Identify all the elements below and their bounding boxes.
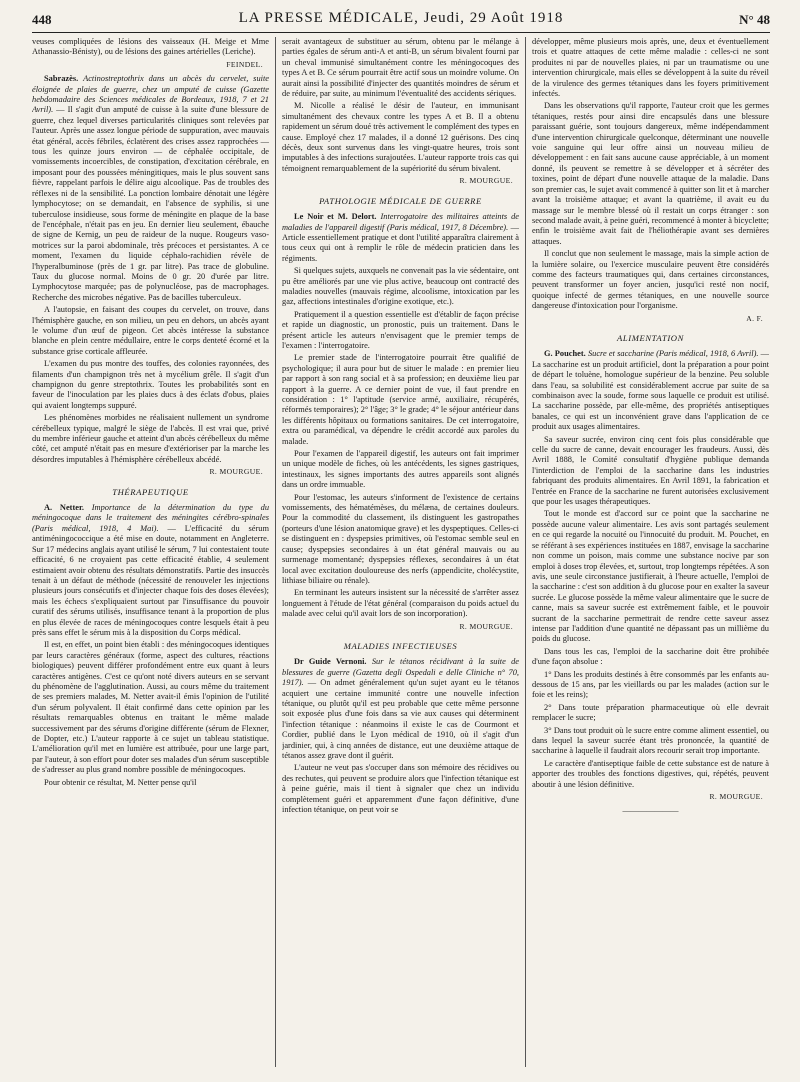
article-title: Interrogatoire des militaires atteints de maladies de l'appareil digestif [282,212,519,232]
paragraph: On admet généralement qu'un sujet ayant eu le tétanos acquiert une certaine immunité contre une nouvelle infection tétanique, ou plutôt qu'il est peu probable que cette même personne soit exposée plus d'une fois dans sa vie aux causes qui déterminent l'infection tétanique : néanmoins il existe le cas de Courmont et Cordier, publié dans le Lyon médical de 1910, où il s'agit d'un jardinier, qui, à cinq années de distance, eut une deuxième attaque de tétanos assez grave dont il guérit. [282,678,519,760]
article-author: Dr Guide Vernoni. [294,657,367,667]
paragraph: Le premier stade de l'interrogatoire pourrait être qualifié de psychologique; il aura pour but de situer le malade : en premier lieu par rapport à son rang social et à sa profession; en deuxième lieu par rapport à la guerre. A ce dernier point de vue, il faut prendre en considération : 1° l'aptitude (service armé, auxiliaire, récupérés, réformés temporaires); 2° l'âge; 3° le grade; 4° le séjour antérieur dans les différents hôpitaux ou formations sanitaires. De cet interrogatoire, extra ou paramédical, va dépendre le crédit accordé aux paroles du malade. [282,353,519,446]
section-heading-pathologie: PATHOLOGIE MÉDICALE DE GUERRE [319,195,482,206]
paragraph: Pratiquement il a question essentielle est d'établir de façon précise et rapide un diagnostic, un pronostic, puis un traitement. Dans le présent article les auteurs n'envisagent que le premier temps de l'examen : l'interrogatoire. [282,309,519,350]
page-number: 448 [32,12,52,27]
article-lenoir-delort: Le Noir et M. Delort. Interrogatoire des militaires atteints de maladies de l'appareil digestif (Paris médical, 1917, 8 Décembre). — Article essentiellement pratique et dont l'utilité apparaîtra clairement à tous ceux qui ont à remplir le rôle de médecin praticien dans les régiments. Si quelques sujets, auxquels ne convenait pas la vie sédentaire, ont pu être améliorés par une vie plus active, beaucoup ont contracté des maladies nouvelles (mauvais régime, alcoolisme, intoxication par les gaz, affections intestinales d'origine exotique, etc.). Pratiquement il a question essentielle est d'établir de façon précise et rapide un diagnostic, un pronostic, puis un traitement. Dans le présent article les auteurs n'envisagent que le premier temps de l'examen : l'interrogatoire. Le premier stade de l'interrogatoire pourrait être qualifié de psychologique; il aura pour but de situer le malade : en premier lieu par rapport à son rang social et à sa profession; en deuxième lieu par rapport à la guerre. A ce dernier point de vue, il faut prendre en considération : 1° l'aptitude (service armé, auxiliaire, récupérés, réformés temporaires); 2° l'âge; 3° le grade; 4° le séjour antérieur dans les différents hôpitaux ou formations sanitaires. De cet interrogatoire, extra ou paramédical, va dépendre le crédit accordé aux paroles du malade. Pour l'examen de l'appareil digestif, les auteurs ont fait imprimer un unique modèle de fiches, où les antécédents, les signes gastriques, intestinaux, les signes importants des autres appareils sont alignés dans un ordre immuable. Pour l'estomac, les auteurs s'informent de l'existence de certains vomissements, des hématémèses, du mélæna, de certaines douleurs. Pour la commodité du classement, ils distinguent les gastropathes (porteurs d'une lésion anatomique grave) et les dyspeptiques. Celles-ci se distinguent en : dyspepsies primitives, où l'estomac semble seul en cause; dyspepsies secondaires à un état général mauvais ou au surmenage momentané; dyspepsies réflexes, secondaires à un état local avec excitation douloureuse des nerfs (appendicite, cholécystite, lithiase biliaire ou rénale). En terminant les auteurs insistent sur la nécessité de s'arrêter assez longuement à l'étude de l'état général (comparaison du poids actuel du malade avec celui qu'il avait lors de son incorporation). R. MOURGUE. [282,212,519,631]
paragraph: A l'autopsie, en faisant des coupes du cervelet, on trouve, dans l'hémisphère gauche, en son milieu, un peu en dehors, un abcès ayant le volume d'un œuf de pigeon. Cet abcès intéresse la substance blanche en plein centre médullaire, entre le corps denteté écorné et la substance grise corticale affleurée. [32,305,269,356]
article-title: Sur le tétanos récidivant à la suite de blessures de guerre [282,657,519,677]
signature: R. MOURGUE. [709,792,763,802]
paragraph: Le caractère d'antiseptique faible de cette substance est de nature à apporter des troubles des fonctions digestives, qui, répétés, peuvent aboutir à une lésion définitive. [532,758,769,789]
column-divider [275,37,276,1067]
list-item: 1° Dans les produits destinés à être consommés par les enfants au-dessous de 15 ans, par les vieillards ou par les malades (action sur le foie et les reins); [532,669,769,700]
paragraph: L'examen du pus montre des touffes, des colonies rayonnées, des filaments d'un champignon très net à mycélium grêle. Il s'agit d'un champignon du genre streptothrix. Toutes les probabilités sont en faveur de l'inoculation par les plaies ducs à des éclats d'obus, plaies qui avaient longtemps suppuré. [32,359,269,410]
column-left [32,37,269,1077]
article-reference: (Gazetta degli Ospedali e delle Cliniche n° 70, 1917). [282,667,519,688]
list-item: 2° Dans toute préparation pharmaceutique où elle devrait remplacer le sucre; [532,702,769,723]
paragraph: Dans tous les cas, l'emploi de la saccharine doit être prohibée d'une façon absolue : [532,646,769,667]
journal-title-date: LA PRESSE MÉDICALE, Jeudi, 29 Août 1918 [238,10,564,26]
section-heading-maladies-infectieuses: MALADIES INFECTIEUSES [343,640,458,651]
issue-number: N° 48 [739,12,770,27]
paragraph: L'auteur ne veut pas s'occuper dans son mémoire des récidives ou des rechutes, qui peuvent se produire alors que l'infection tétanique est à peine guérie, mais il tient à signaler que chez un individu complètement guéri et apparemment d'une façon définitive, d'une infection tétanique, on peut voir se [282,763,519,815]
paragraph: Pour obtenir ce résultat, M. Netter pense qu'il [44,777,197,787]
article-title: Actinostreptothrix dans un abcès du cervelet, suite éloignée de plaies de guerre, chez un amputé de cuisse [32,74,269,94]
article-title: Sucre et saccharine [587,349,654,359]
section-heading-therapeutique: THÉRAPEUTIQUE [112,486,189,497]
paragraph: En terminant les auteurs insistent sur la nécessité de s'arrêter assez longuement à l'étude de l'état général (comparaison du poids actuel du malade avec celui qu'il avait lors de son incorporation). [282,588,519,619]
paragraph: La saccharine est un produit artificiel, dont la préparation a pour point de départ le toluène, homologue supérieur de la benzine. Peu soluble dans l'eau, sa solubilité est considérablement accrue par suite de sa combinaison avec la soude, forme sous laquelle ce produit est utilisé. La saccharine possède, par elle-même, des propriétés antiseptiques banales, ce qui est un inconvénient grave dans l'application de ce produit aux usages alimentaires. [532,359,769,432]
paragraph: L'efficacité du sérum antiméningococcique a été mise en doute, notamment en Angleterre. Sur 17 médecins anglais ayant utilisé le sérum, 7 lui contestaient toute efficacité, 6 ne croyaient pas cette efficacité établie, 4 seulement estimaient avoir obtenu des résultats démonstratifs. Partie des insuccès tenait à un défaut de méthode (nécessité de renouveler les injections plusieurs jours consécutifs et d'injecter chaque fois des doses élevées); mais les échecs s'expliquaient surtout par l'insuffisance du pouvoir curatif des sérums utilisés, insuffisance tenant à la proportion de plus en plus élevée de races de méningocoques contre lesquels était à peu près sans effet le sérum mis à la disposition du Corps médical. [32,523,269,637]
paragraph: M. Nicolle a réalisé le désir de l'auteur, en immunisant simultanément des chevaux contre les types A et B. Il a obtenu rapidement un sérum doué très activement le complément des types en cause. Employé chez 17 malades, il a donné 12 guérisons. Des cinq décès, deux sont survenus dans les vingt-quatre heures, trois sont imputables à des infections surajoutées. L'auteur rapporte trois cas qui témoignent remarquablement de la supériorité du sérum bivalent. [282,101,519,173]
signature: A. F. [746,313,763,323]
paragraph: Sa saveur sucrée, environ cinq cent fois plus considérable que celle du sucre de canne, devait encourager les fraudeurs. Aussi, dès Avril 1888, le Comité consultatif d'hygiène publique demanda l'interdiction de l'emploi de la saccharine dans les industries fabriquant des produits alimentaires. En Avril 1891, la fabrication et l'entrée en France de la saccharine ne furent autorisées exclusivement que pour les usages thérapeutiques. [532,434,769,507]
paragraph: Si quelques sujets, auxquels ne convenait pas la vie sédentaire, ont pu être améliorés par une vie plus active, beaucoup ont contracté des maladies nouvelles (mauvais régime, alcoolisme, intoxication par les gaz, affections intestinales d'origine exotique, etc.). [282,266,519,307]
column-divider [525,37,526,1067]
article-author: G. Pouchet. [544,349,586,359]
article-reference: (Paris médical, 1918, 4 Mai). [32,523,159,533]
article-author: A. Netter. [44,503,84,513]
paragraph: Les phénomènes morbides ne réalisaient nullement un syndrome cérébelleux typique, malgré le siège de l'abcès. Il est vrai que, privé du membre inférieur gauche et atteint d'un abcès cérébelleux du même côté, cet amputé n'était pas en mesure d'extérioriser par la marche les désordres imputables à l'hémisphère cérébelleux abcédé. [32,413,269,464]
column-right [532,37,769,1077]
article-reference: (Paris médical, 1918, 6 Avril). [656,349,759,359]
paragraph: Article essentiellement pratique et dont l'utilité apparaîtra clairement à tous ceux qui ont à remplir le rôle de médecin praticien dans les régiments. [282,232,519,263]
article-title: Importance de la détermination du type du méningocoque dans le traitement des méningites cérébro-spinales [32,503,269,523]
paragraph: Dans les observations qu'il rapporte, l'auteur croit que les germes tétaniques, restés pour ainsi dire encapsulés dans une blessure paraissant guérie, sont toujours dangereux, même indépendamment d'une intervention chirurgicale quelconque, déterminant une nouvelle voie sanguine qui leur offre ainsi un nouveau milieu de développement : en fait sans aucune cause appréciable, à un moment donné, ils peuvent se remettre à se développer et à sécréter des toxines, point de départ d'une nouvelle attaque de la maladie. Dans son premier cas, le sujet avait commencé à quitter son lit et à marcher avant la troisième attaque; et avant la quatrième, il avait eu du massage sur le membre blessé où il restait un corps étranger : son second malade avait, à peine guéri, recommencé à monter à bicyclette; enfin le troisième avait fait de l'héliothérapie avant ses dernières attaques. [532,101,769,246]
column-middle [282,37,519,1077]
article-pouchet: G. Pouchet. Sucre et saccharine (Paris médical, 1918, 6 Avril). — La saccharine est un produit artificiel, dont la préparation a pour point de départ le toluène, homologue supérieur de la benzine. Peu soluble dans l'eau, sa solubilité est considérablement accrue par suite de sa combinaison avec la soude, forme sous laquelle ce produit est utilisé. La saccharine possède, par elle-même, des propriétés antiseptiques banales, ce qui est un inconvénient grave dans l'application de ce produit aux usages alimentaires. Sa saveur sucrée, environ cinq cent fois plus considérable que celle du sucre de canne, devait encourager les fraudeurs. Aussi, dès Avril 1888, le Comité consultatif d'hygiène publique demanda l'interdiction de l'emploi de la saccharine dans les industries fabriquant des produits alimentaires. En Avril 1891, la fabrication et l'entrée en France de la saccharine ne furent autorisées exclusivement que pour les usages thérapeutiques. Tout le monde est d'accord sur ce point que la saccharine ne possède aucune valeur alimentaire. Les avis sont partagés seulement en ce qui regarde la nocuité ou l'innocuité du produit. M. Pouchet, en se référant à ses expériences instituées en 1887, envisage la saccharine non comme un poison, mais comme une substance nocive par son emploi à doses trop élevées, et, surtout, trop longtemps répétées. A son avis, une seule circonstance justifierait, à l'heure actuelle, l'emploi de la saccharine : c'est son addition à du glucose pour en exalter la saveur sucrée. Le glucose possède la même valeur alimentaire que le sucre de canne, mais sa saveur sucrée est extrêmement faible, et le pouvoir sucrant de la saccharine permettrait de rendre cette saveur assez intense par l'addition d'une quantité ne dépassant pas un millième du poids du glucose. Dans tous les cas, l'emploi de la saccharine doit être prohibée d'une façon absolue : 1° Dans les produits destinés à être consommés par les enfants au-dessous de 15 ans, par les vieillards ou par les malades (action sur le foie et les reins); 2° Dans toute préparation pharmaceutique où elle devrait remplacer le sucre; 3° Dans tout produit où le sucre entre comme aliment essentiel, ou dans lequel la saveur sucrée étant très prononcée, la quantité de saccharine à laquelle il faudrait alors recourir serait trop importante. Le caractère d'antiseptique faible de cette substance est de nature à apporter des troubles des fonctions digestives, qui, répétés, peuvent aboutir à une lésion définitive. R. MOURGUE. ——————— [532,349,769,816]
signature: R. MOURGUE. [459,621,513,631]
article-author: Le Noir et M. Delort. [294,212,377,222]
section-heading-alimentation: ALIMENTATION [617,332,684,343]
paragraph: Il est, en effet, un point bien établi : des méningocoques identiques par leurs caractères généraux (forme, aspect des cultures, réactions biologiques) peuvent différer profondément entre eux quant à leurs caractères antigènes. C'est ce qu'ont noté divers auteurs en se servant du phénomène de l'agglutination. Aussi, au cours même du traitement de ses premiers malades, M. Netter avait-il émis l'opinion de l'utilité d'un sérum polyvalent. Il était confirmé dans cette opinion par les résultats remarquables obtenus en traitant le même malade successivement par des sérums d'origine différente (sérum de Flexner, de Dopter, etc.) L'auteur rapporte à ce sujet un tableau statistique. L'amélioration qu'il met en lumière est attribuée, pour une large part, par l'auteur, à son effort pour doter ses malades d'un sérum susceptible de s'adresser au plus grand nombre possible de méningocoques. [32,640,269,775]
paragraph: Il conclut que non seulement le massage, mais la simple action de la lumière solaire, ou l'exercice musculaire peuvent être considérés comme des facteurs traumatiques qui, dans certaines circonstances, peuvent transformer un foyer ancien, jusqu'ici resté non nocif, quoique infecté de germes tétaniques, en une nouvelle source dangereuse d'intoxication pour l'organisme. [532,249,769,311]
paragraph: Pour l'examen de l'appareil digestif, les auteurs ont fait imprimer un unique modèle de fiches, où les antécédents, les signes gastriques, intestinaux, les signes importants des autres appareils sont alignés dans un ordre immuable. [282,449,519,490]
signature: R. MOURGUE. [459,176,513,186]
paragraph: Il s'agit d'un amputé de cuisse à la suite d'une blessure de guerre, chez lequel diverses particularités cliniques sont relevées par l'auteur. Après une assez longue période de suppuration, avec mauvais état général, accès fébriles, éclatèrent des crises assez rapprochées — tous les quinze jours environ — de céphalée occipitale, de vomissements incoercibles, de constipation, d'excitation cérébrale, en imposant pour des poussées méningitiques, mais le plus souvent sans fièvre, rappelant parfois le délire aigu alcoolique. Pas de troubles des réflexes ni de la sensibilité. La ponction lombaire dénotait une légère lymphocytose; on se demandait, en l'absence de syphilis, si une tuberculose insidieuse, sous forme de méningite en plaque de la base de l'encéphale, n'était pas en jeu. En dernier lieu seulement, ébauche de signe de Kernig, un peu de raideur de la nuque. Rougeurs vaso-motrices sur la paroi abdominale, très précoces et persistantes. A ce moment, l'examen du liquide céphalo-rachidien révèle de l'hyperalbuminose (près de 1 gr. par litre). Pas trace de globuline. Taux du glucose normal. Moins de 0 gr. 20 d'urée par litre. Lymphocytose marquée; pas de polynucléose, pas de macrophages. Recherche des microbes négative. Pas de bacilles tuberculeux. [32,105,269,302]
continued-text: veuses compliquées de lésions des vaisseaux (H. Meige et Mme Athanassio-Bénisty), ou de lésions des gaines artérielles (Leriche). [32,37,269,57]
continued-text: serait avantageux de substituer au sérum, obtenu par le mélange à parties égales de sérum anti-A et anti-B, un sérum bivalent fourni par un cheval immunisé simultanément contre les méningocoques des types A et B. Ce sérum pourrait être actif sous un moindre volume. On aurait ainsi la possibilité d'injecter des quantités moindres de sérum et de réduire, par suite, au minimum l'éventualité des accidents sériques. [282,37,519,99]
signature: R. MOURGUE. [209,467,263,477]
end-rule: ——————— [622,806,679,816]
continued-text: développer, même plusieurs mois après, une, deux et éventuellement trois et quatre attaques de cette même maladie : celles-ci ne sont produites ni par de nouvelles plaies, ni par un traumatisme ou une intervention chirurgicale, mais elles se développent à la suite du réveil de la virulence des germes tétaniques dans les foyers primitivement infectés. [532,37,769,99]
article-reference: (Gazette hebdomadaire des Sciences médicales de Bordeaux, 1918, 7 et 21 Avril). [32,84,269,115]
paragraph: Tout le monde est d'accord sur ce point que la saccharine ne possède aucune valeur alimentaire. Les avis sont partagés seulement en ce qui regarde la nocuité ou l'innocuité du produit. M. Pouchet, en se référant à ses expériences instituées en 1887, envisage la saccharine non comme un poison, mais comme une substance nocive par son emploi à doses trop élevées, et, surtout, trop longtemps répétées. A son avis, une seule circonstance justifierait, à l'heure actuelle, l'emploi de la saccharine : c'est son addition à du glucose pour en exalter la saveur sucrée. Le glucose possède la même valeur alimentaire que le sucre de canne, mais sa saveur sucrée est extrêmement faible, et le pouvoir sucrant de la saccharine permettrait de rendre cette saveur assez intense par l'addition d'une quantité ne dépassant pas un millième du poids du glucose. [532,509,769,644]
article-sabrazes: Sabrazès. Actinostreptothrix dans un abcès du cervelet, suite éloignée de plaies de guerre, chez un amputé de cuisse (Gazette hebdomadaire des Sciences médicales de Bordeaux, 1918, 7 et 21 Avril). — Il s'agit d'un amputé de cuisse à la suite d'une blessure de guerre, chez lequel diverses particularités cliniques sont relevées par l'auteur. Après une assez longue période de suppuration, avec mauvais état général, accès fébriles, éclatèrent des crises assez rapprochées — tous les quinze jours environ — de céphalée occipitale, de vomissements incoercibles, de constipation, d'excitation cérébrale, en imposant pour des poussées méningitiques, mais le plus souvent sans fièvre, rappelant parfois le délire aigu alcoolique. Pas de troubles des réflexes ni de la sensibilité. La ponction lombaire dénotait une légère lymphocytose; on se demandait, en l'absence de syphilis, si une tuberculose insidieuse, sous forme de méningite en plaque de la base de l'encéphale, n'était pas en jeu. En dernier lieu seulement, ébauche de signe de Kernig, un peu de raideur de la nuque. Rougeurs vaso-motrices sur la paroi abdominale, très précoces et persistantes. A ce moment, l'examen du liquide céphalo-rachidien révèle de l'hyperalbuminose (près de 1 gr. par litre). Pas trace de globuline. Taux du glucose normal. Moins de 0 gr. 20 d'urée par litre. Lymphocytose marquée; pas de polynucléose, pas de macrophages. Recherche des microbes négative. Pas de bacilles tuberculeux. A l'autopsie, en faisant des coupes du cervelet, on trouve, dans l'hémisphère gauche, en son milieu, un peu en dehors, un abcès ayant le volume d'un œuf de pigeon. Cet abcès intéresse la substance blanche en plein centre médullaire, entre le corps denteté écorné et la substance grise corticale affleurée. L'examen du pus montre des touffes, des colonies rayonnées, des filaments d'un champignon très net à mycélium grêle. Il s'agit d'un champignon du genre streptothrix. Toutes les probabilités sont en faveur de l'inoculation par les plaies ducs à des éclats d'obus, plaies qui avaient longtemps suppuré. Les phénomènes morbides ne réalisaient nullement un syndrome cérébelleux typique, malgré le siège de l'abcès. Il est vrai que, privé du membre inférieur gauche et atteint d'un abcès cérébelleux du même côté, cet amputé n'était pas en mesure d'extérioriser par la marche les désordres imputables à l'hémisphère cérébelleux abcédé. R. MOURGUE. [32,74,269,477]
article-reference: (Paris médical, 1917, 8 Décembre). [386,222,509,232]
article-author: Sabrazès. [44,74,79,84]
paragraph: Pour l'estomac, les auteurs s'informent de l'existence de certains vomissements, des hématémèses, du mélæna, de certaines douleurs. Pour la commodité du classement, ils distinguent les gastropathes (porteurs d'une lésion anatomique grave) et les dyspeptiques. Celles-ci se distinguent en : dyspepsies primitives, où l'estomac semble seul en cause; dyspepsies secondaires à un état général mauvais ou au surmenage momentané; dyspepsies réflexes, secondaires à un état local avec excitation douloureuse des nerfs (appendicite, cholécystite, lithiase biliaire ou rénale). [282,492,519,585]
article-vernoni: Dr Guide Vernoni. Sur le tétanos récidivant à la suite de blessures de guerre (Gazetta degli Ospedali e delle Cliniche n° 70, 1917). — On admet généralement qu'un sujet ayant eu le tétanos acquiert une certaine immunité contre une nouvelle infection tétanique, ou plutôt qu'il est peu probable que cette même personne soit exposée plus d'une fois dans sa vie aux causes qui déterminent l'infection tétanique : néanmoins il existe le cas de Courmont et Cordier, publié dans le Lyon médical de 1910, où il s'agit d'un jardinier, qui, à cinq années de distance, eut une deuxième attaque de tétanos assez grave dont il guérit. L'auteur ne veut pas s'occuper dans son mémoire des récidives ou des rechutes, qui peuvent se produire alors que l'infection tétanique est à peine guérie, mais il tient à signaler que chez un individu complètement guéri et apparemment d'une façon définitive, d'une infection tétanique, on peut voir se [282,657,519,815]
page-header [32,10,770,33]
list-item: 3° Dans tout produit où le sucre entre comme aliment essentiel, ou dans lequel la saveur sucrée étant très prononcée, la quantité de saccharine à laquelle il faudrait alors recourir serait trop importante. [532,725,769,756]
article-netter: A. Netter. Importance de la détermination du type du méningocoque dans le traitement des méningites cérébro-spinales (Paris médical, 1918, 4 Mai). — L'efficacité du sérum antiméningococcique a été mise en doute, notamment en Angleterre. Sur 17 médecins anglais ayant utilisé le sérum, 7 lui contestaient toute efficacité, 6 ne croyaient pas cette efficacité établie, 4 seulement estimaient avoir obtenu des résultats démonstratifs. Partie des insuccès tenait à un défaut de méthode (nécessité de renouveler les injections plusieurs jours consécutifs et d'injecter chaque fois des doses élevées); mais les échecs s'expliquaient surtout par l'insuffisance du pouvoir curatif des sérums utilisés, insuffisance tenant à la proportion de plus en plus élevée de races de méningocoques contre lesquels était à peu près sans effet le sérum mis à la disposition du Corps médical. Il est, en effet, un point bien établi : des méningocoques identiques par leurs caractères généraux (forme, aspect des cultures, réactions biologiques) peuvent différer profondément entre eux quant à leurs caractères antigènes. C'est ce qu'ont noté divers auteurs en se servant du phénomène de l'agglutination. Aussi, au cours même du traitement de ses premiers malades, M. Netter avait-il émis l'opinion de l'utilité d'un sérum polyvalent. Il était confirmé dans cette opinion par les résultats remarquables obtenus en traitant le même malade successivement par des sérums d'origine différente (sérum de Flexner, de Dopter, etc.) L'auteur rapporte à ce sujet un tableau statistique. L'amélioration qu'il met en lumière est attribuée, pour une large part, par l'auteur, à son effort pour doter ses malades d'un sérum susceptible de s'adresser au plus grand nombre possible de méningocoques. Pour obtenir ce résultat, M. Netter pense qu'il [32,503,269,787]
signature: FEINDEL. [226,59,263,69]
